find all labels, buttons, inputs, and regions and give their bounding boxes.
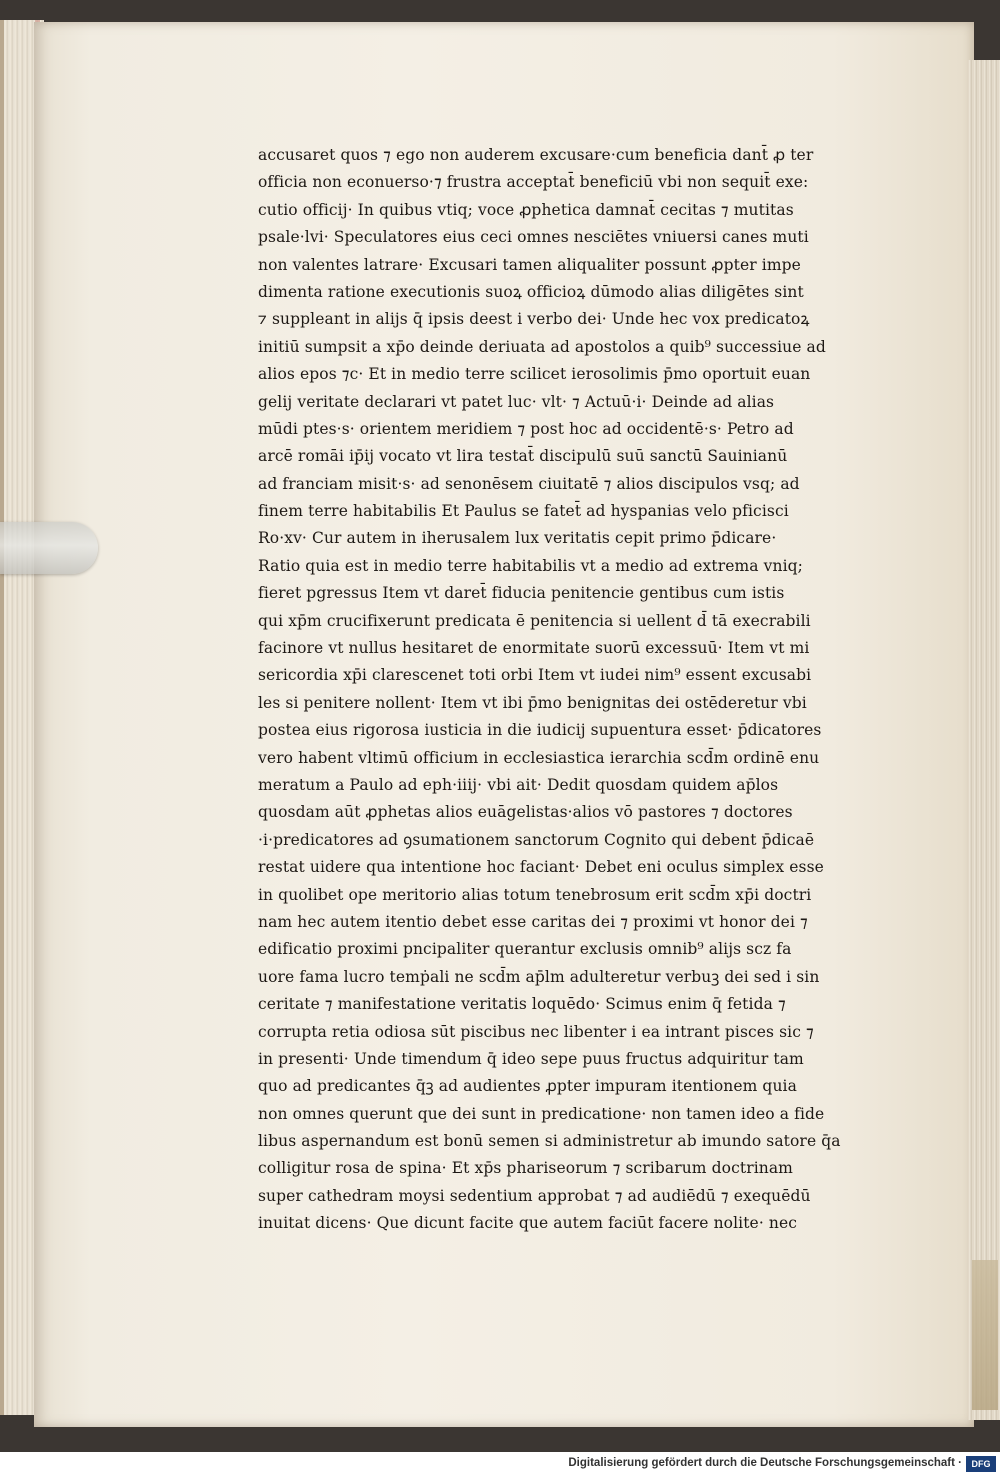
text-line: fieret pgressus Item vt daret̄ fiducia penitencie gentibus cum istis bbox=[258, 584, 785, 603]
text-line: meratum a Paulo ad eph·iiij· vbi ait· Dedit quosdam quidem ap̄los bbox=[258, 775, 779, 794]
text-line: ⁊ suppleant in alijs q̄ ipsis deest i verbo dei· Unde hec vox predicatoꝝ bbox=[258, 310, 810, 329]
footer-bar bbox=[0, 1452, 1000, 1477]
text-line: ·i·predicatores ad ꝯsumationem sanctorum Cognito qui debent p̄dicaē bbox=[258, 830, 815, 849]
funding-credit: Digitalisierung gefördert durch die Deutsche Forschungsgemeinschaft · bbox=[568, 1457, 962, 1469]
text-line: psale·lvi· Speculatores eius ceci omnes nesciētes vniuersi canes muti bbox=[258, 228, 809, 247]
text-line: accusaret quos ⁊ ego non auderem excusare·cum beneficia dant̄ ꝓ ter bbox=[258, 146, 814, 164]
text-line: colligitur rosa de spina· Et xp̄s phariseorum ⁊ scribarum doctrinam bbox=[258, 1159, 793, 1178]
text-line: quo ad predicantes q̄ꝫ ad audientes ꝓpter impuram itentionem quia bbox=[258, 1077, 797, 1096]
page-clip bbox=[0, 522, 98, 574]
text-line: inuitat dicens· Que dicunt facite que autem faciūt facere nolite· nec bbox=[258, 1214, 798, 1233]
text-line: qui xp̄m crucifixerunt predicata ē penitencia si uellent d̄ tā execrabili bbox=[258, 611, 811, 630]
text-line: postea eius rigorosa iusticia in die iudicij supuentura esset· p̄dicatores bbox=[258, 721, 822, 740]
right-page-edges bbox=[968, 60, 1000, 1420]
text-line: non valentes latrare· Excusari tamen aliqualiter possunt ꝓpter impe bbox=[258, 255, 801, 274]
text-line: restat uidere qua intentione hoc faciant· Debet eni oculus simplex esse bbox=[258, 858, 824, 877]
text-line: non omnes querunt que dei sunt in predicatione· non tamen ideo a fide bbox=[258, 1104, 825, 1123]
text-line: facinore vt nullus hesitaret de enormitate suorū excessuū· Item vt mi bbox=[258, 639, 810, 658]
text-line: sericordia xp̄i clarescenet toti orbi Item vt iudei nim⁹ essent excusabi bbox=[258, 666, 812, 685]
text-line: uore fama lucro temṗali ne scd̄m ap̄lm adulteretur verbuꝫ dei sed i sin bbox=[258, 967, 820, 986]
text-line: nam hec autem itentio debet esse caritas dei ⁊ proximi vt honor dei ⁊ bbox=[258, 912, 808, 931]
text-line: corrupta retia odiosa sūt piscibus nec libenter i ea intrant pisces sic ⁊ bbox=[258, 1022, 814, 1041]
text-line: in quolibet ope meritorio alias totum tenebrosum erit scd̄m xp̄i doctri bbox=[258, 885, 812, 904]
text-line: alios epos ⁊c· Et in medio terre scilicet ierosolimis p̄mo oportuit euan bbox=[258, 365, 811, 384]
page-fold bbox=[972, 1260, 998, 1410]
text-line: mūdi ptes·s· orientem meridiem ⁊ post hoc ad occidentē·s· Petro ad bbox=[258, 419, 794, 438]
text-line: Ratio quia est in medio terre habitabilis vt a medio ad extrema vniq; bbox=[258, 556, 803, 575]
text-line: officia non econuerso·⁊ frustra acceptat̄ beneficiū vbi non sequit̄ exe: bbox=[258, 173, 809, 192]
text-line: libus aspernandum est bonū semen si administretur ab imundo satore q̄a bbox=[258, 1132, 841, 1151]
text-block bbox=[258, 142, 878, 1238]
text-line: super cathedram moysi sedentium approbat ⁊ ad audiēdū ⁊ exequēdū bbox=[258, 1186, 811, 1205]
text-line: ceritate ⁊ manifestatione veritatis loquēdo· Scimus enim q̄ fetida ⁊ bbox=[258, 995, 786, 1014]
text-line: finem terre habitabilis Et Paulus se fatet̄ ad hyspanias velo pficisci bbox=[258, 502, 789, 521]
text-line: ad franciam misit·s· ad senonēsem ciuitatē ⁊ alios discipulos vsq; ad bbox=[258, 474, 800, 493]
text-line: edificatio proximi pncipaliter querantur exclusis omnib⁹ alijs scz fa bbox=[258, 940, 792, 959]
text-line: dimenta ratione executionis suoꝝ officioꝝ dūmodo alias diligētes sint bbox=[258, 282, 804, 301]
text-line: in presenti· Unde timendum q̄ ideo sepe puus fructus adquiritur tam bbox=[258, 1049, 804, 1068]
text-line: arcē romāi ip̄ij vocato vt lira testat̄ discipulū suū sanctū Sauinianū bbox=[258, 447, 788, 466]
dfg-logo: DFG bbox=[966, 1456, 996, 1472]
text-line: gelij veritate declarari vt patet luc· vlt· ⁊ Actuū·i· Deinde ad alias bbox=[258, 392, 775, 411]
text-line: Ro·xv· Cur autem in iherusalem lux veritatis cepit primo p̄dicare· bbox=[258, 529, 777, 548]
text-line: quosdam aūt ꝓphetas alios euāgelistas·alios vō pastores ⁊ doctores bbox=[258, 803, 793, 822]
text-line: initiū sumpsit a xp̄o deinde deriuata ad apostolos a quib⁹ successiue ad bbox=[258, 337, 826, 356]
text-line: vero habent vltimū officium in ecclesiastica ierarchia scd̄m ordinē enu bbox=[258, 748, 820, 767]
text-line: cutio officij· In quibus vtiq; voce ꝓphetica damnat̄ cecitas ⁊ mutitas bbox=[258, 200, 794, 219]
text-line: les si penitere nollent· Item vt ibi p̄mo benignitas dei ostēderetur vbi bbox=[258, 693, 807, 712]
